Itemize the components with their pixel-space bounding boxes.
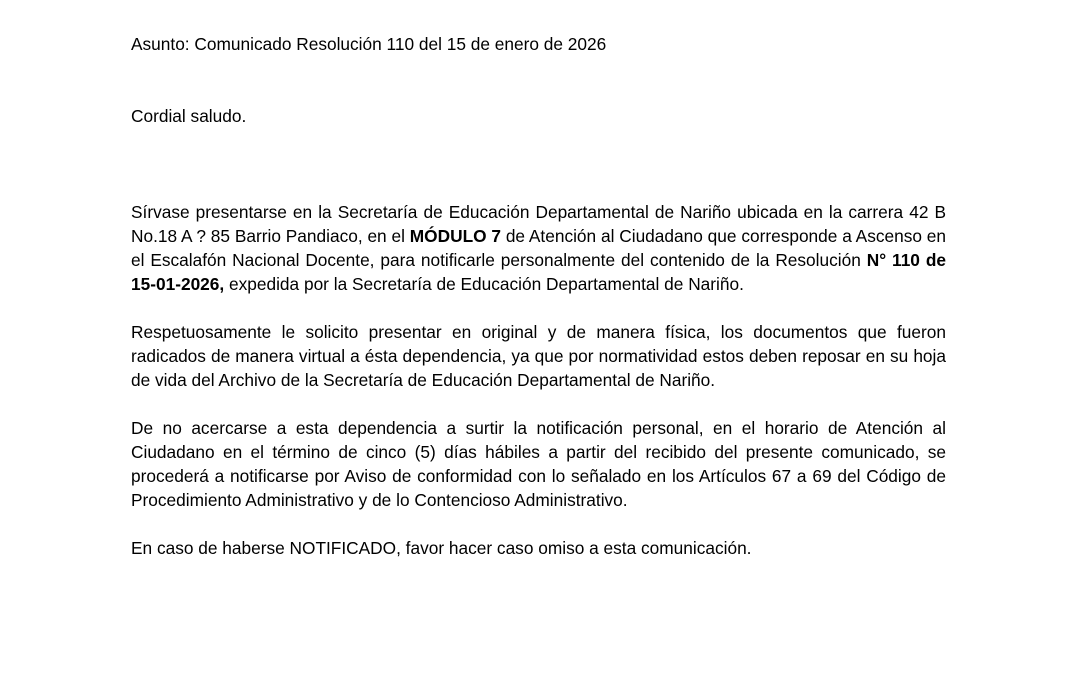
resolution-number: N° 110 de 15-01-2026, <box>131 250 946 294</box>
paragraph-deadline: De no acercarse a esta dependencia a surtir la notificación personal, en el horario de Atención al Ciudadano en el término de cinco (5) días hábiles a partir del recibido del presente comunicado, se procederá a notificarse por Aviso de conformidad con lo señalado en los Artículos 67 a 69 del Código de Procedimiento Administrativo y de lo Contencioso Administrativo. <box>131 418 946 510</box>
subject-line: Asunto: Comunicado Resolución 110 del 15 de enero de 2026 <box>131 34 607 54</box>
paragraph-notification <box>131 200 946 296</box>
paragraph-documents: Respetuosamente le solicito presentar en original y de manera física, los documentos que fueron radicados de manera virtual a ésta dependencia, ya que por normatividad estos deben reposar en su hoja de vida del Archivo de la Secretaría de Educación Departamental de Nariño. <box>131 322 946 390</box>
paragraph-notification-text-2: de Atención al Ciudadano que corresponde a Ascenso en el Escalafón Nacional Docente, para notificarle personalmente del contenido de la Resolución <box>131 226 947 270</box>
paragraph-notification-text-3: expedida por la Secretaría de Educación Departamental de Nariño. <box>224 274 744 294</box>
module-number: MÓDULO 7 <box>409 226 501 246</box>
paragraph-closing: En caso de haberse NOTIFICADO, favor hacer caso omiso a esta comunicación. <box>131 538 752 558</box>
letter-body <box>131 32 946 560</box>
paragraph-notification-text-1: Sírvase presentarse en la Secretaría de Educación Departamental de Nariño ubicada en la carrera 42 B No.18 A ? 85 Barrio Pandiaco, en el <box>131 202 946 246</box>
greeting: Cordial saludo. <box>131 106 247 126</box>
